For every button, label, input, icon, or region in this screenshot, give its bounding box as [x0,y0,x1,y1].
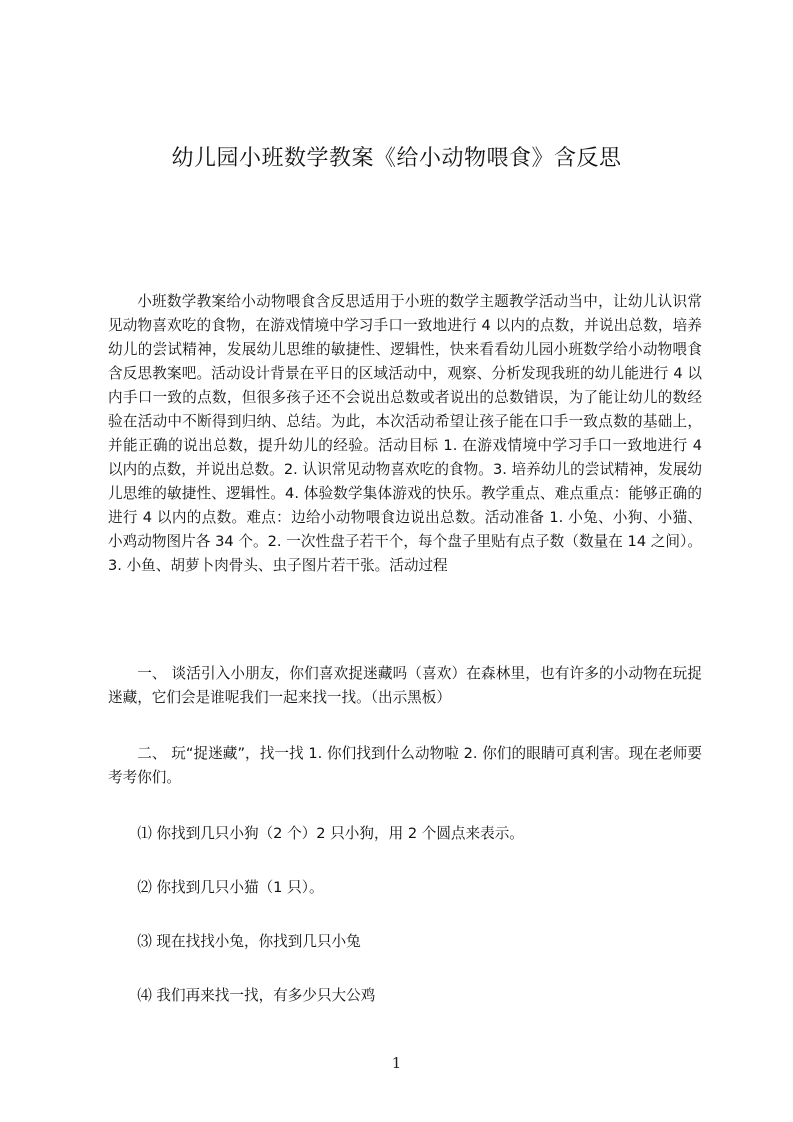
body-paragraph: ⑴ 你找到几只小狗（2 个）2 只小狗，用 2 个圆点来表示。 [137,825,524,842]
body-paragraph: 二、 玩“捉迷藏”，找一找 1. 你们找到什么动物啦 2. 你们的眼睛可真利害。现在老师要考考你们。 [108,745,702,786]
page-number: 1 [391,1054,402,1072]
body-paragraph: ⑵ 你找到几只小猫（1 只）。 [137,879,324,896]
body-paragraph: ⑶ 现在找找小兔，你找到几只小兔 [137,933,361,950]
document-title: 幼儿园小班数学教案《给小动物喂食》含反思 [171,146,622,171]
body-paragraph: ⑷ 我们再来找一找，有多少只大公鸡 [137,987,376,1004]
body-paragraph: 一、 谈活引入小朋友，你们喜欢捉迷藏吗（喜欢）在森林里，也有许多的小动物在玩捉迷藏，它们会是谁呢我们一起来找一找。（出示黑板） [108,665,702,706]
body-paragraph: 小班数学教案给小动物喂食含反思适用于小班的数学主题教学活动当中，让幼儿认识常见动物喜欢吃的食物，在游戏情境中学习手口一致地进行 4 以内的点数，并说出总数，培养幼儿的尝试精神，发展幼儿思维的敏捷性、逻辑性，快来看看幼儿园小班数学给小动物喂食含反思教案吧。活动设计背景在平日的区域活动中，观察、分析发现我班的幼儿能进行 4 以内手口一致的点数，但很多孩子还不会说出总数或者说出的总数错误，为了能让幼儿的数经验在活动中不断得到归纳、总结。为此，本次活动希望让孩子能在口手一致点数的基础上，并能正确的说出总数，提升幼儿的经验。活动目标 1. 在游戏情境中学习手口一致地进行 4 以内的点数，并说出总数。2. 认识常见动物喜欢吃的食物。3. 培养幼儿的尝试精神，发展幼儿思维的敏捷性、逻辑性。4. 体验数学集体游戏的快乐。教学重点、难点重点：能够正确的进行 4 以内的点数。难点：边给小动物喂食边说出总数。活动准备 1. 小兔、小狗、小猫、小鸡动物图片各 34 个。2. 一次性盘子若干个，每个盘子里贴有点子数（数量在 14 之间）。3. 小鱼、胡萝卜肉骨头、虫子图片若干张。活动过程 [108,293,702,574]
